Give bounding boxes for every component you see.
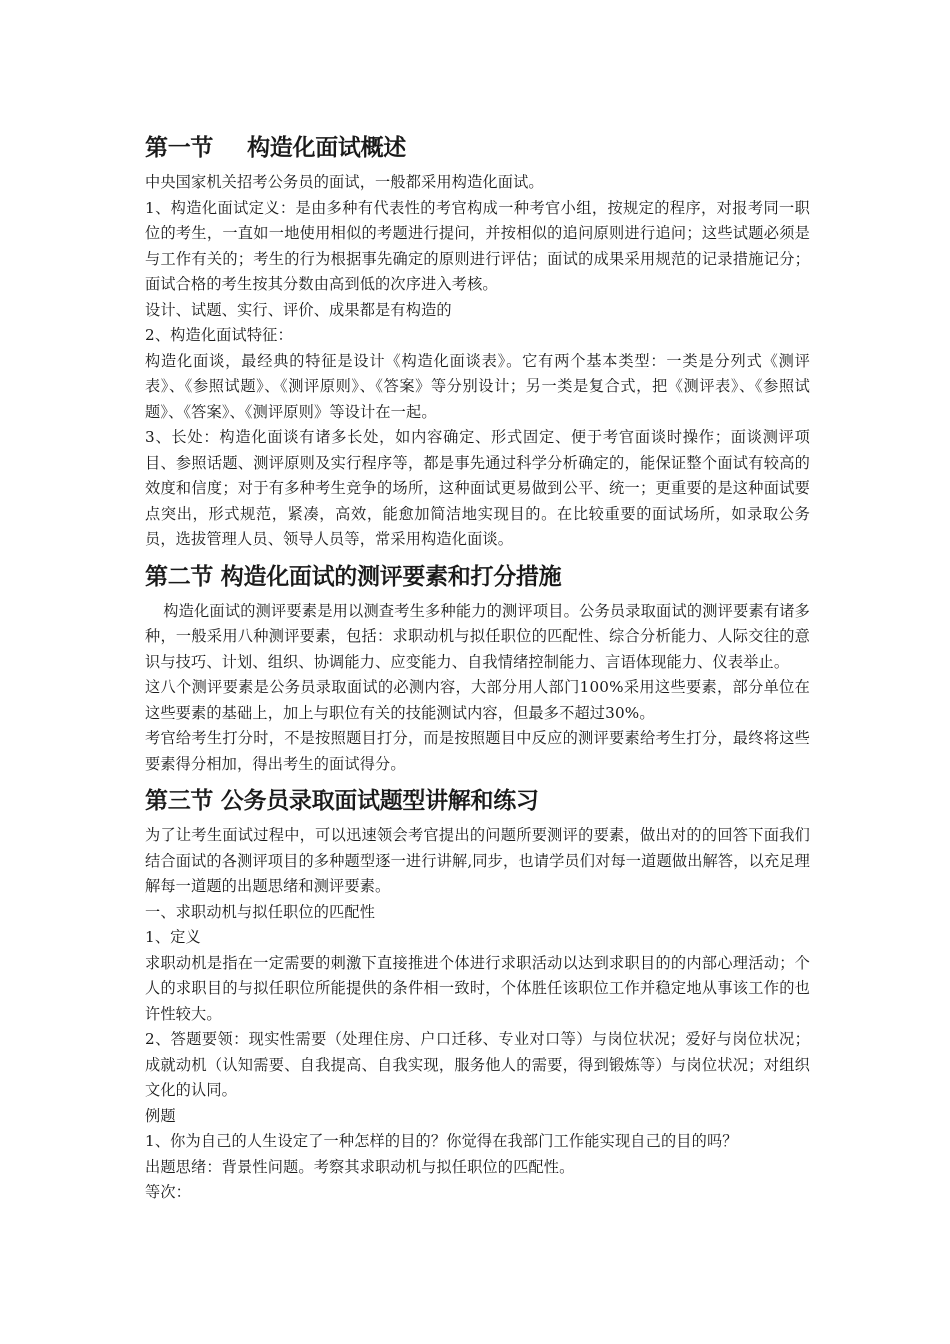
section3-paragraph-answer-points: 2、答题要领：现实性需要（处理住房、户口迁移、专业对口等）与岗位状况；爱好与岗位状况；成就动机（认知需要、自我提高、自我实现，服务他人的需要，得到锻炼等）与岗位状况；对组织文化的认同。 — [145, 1030, 810, 1099]
section2-paragraph-scoring: 考官给考生打分时，不是按照题目打分，而是按照题目中反应的测评要素给考生打分，最终将这些要素得分相加，得出考生的面试得分。 — [145, 729, 810, 773]
section1-paragraph-intro: 中央国家机关招考公务员的面试，一般都采用构造化面试。 — [145, 173, 544, 191]
section1-paragraph-features-title: 2、构造化面试特征： — [145, 326, 293, 344]
section3-paragraph-definition: 求职动机是指在一定需要的刺激下直接推进个体进行求职活动以达到求职目的的内部心理活动；个人的求职目的与拟任职位所能提供的条件相一致时，个体胜任该职位工作并稳定地从事该工作的也许性较大。 — [145, 953, 810, 1023]
section1-paragraph-definition: 1、构造化面试定义：是由多种有代表性的考官构成一种考官小组，按规定的程序，对报考同一职位的考生，一直如一地使用相似的考题进行提问，并按相似的追问原则进行追问；这些试题必须是与工作有关的；考生的行为根据事先确定的原则进行评估；面试的成果采用规范的记录措施记分；面试合格的考生按其分数由高到低的次序进入考核。 — [145, 198, 810, 293]
document-page — [145, 130, 810, 1206]
section2-paragraph-required: 这八个测评要素是公务员录取面试的必测内容，大部分用人部门100%采用这些要素，部分单位在这些要素的基础上，加上与职位有关的技能测试内容，但最多不超过30%。 — [145, 678, 810, 722]
section1-heading-title: 构造化面试概述 — [247, 135, 407, 161]
section1-paragraph-structure-note: 设计、试题、实行、评价、成果都是有构造的 — [145, 300, 452, 319]
section3-paragraph-definition-title: 1、定义 — [145, 928, 201, 946]
section3-paragraph-intro: 为了让考生面试过程中，可以迅速领会考官提出的问题所要测评的要素，做出对的的回答下面我们结合面试的各测评项目的多种题型逐一进行讲解,同步，也请学员们对每一道题做出解答，以充足理解每一道题的出题思绪和测评要素。 — [145, 826, 810, 895]
section3-paragraph-item1-title: 一、求职动机与拟任职位的匹配性 — [145, 902, 376, 921]
section2-heading: 第二节 构造化面试的测评要素和打分措施 — [145, 563, 562, 590]
section3-heading: 第三节 公务员录取面试题型讲解和练习 — [145, 788, 539, 814]
section3-paragraph-example-title: 例题 — [145, 1106, 176, 1125]
section1-heading — [145, 130, 810, 166]
section1-paragraph-features: 构造化面谈，最经典的特征是设计《构造化面谈表》。它有两个基本类型：一类是分列式《测评表》、《参照试题》、《测评原则》、《答案》等分别设计；另一类是复合式，把《测评表》、《参照试题》、《答案》、《测评原则》等设计在一起。 — [145, 351, 810, 421]
section1-paragraph-advantages: 3、长处：构造化面谈有诸多长处，如内容确定、形式固定、便于考官面谈时操作；面谈测评项目、参照话题、测评原则及实行程序等，都是事先通过科学分析确定的，能保证整个面试有较高的效度和信度；对于有多种考生竞争的场所，这种面试更易做到公平、统一；更重要的是这种面试要点突出，形式规范，紧凑，高效，能愈加简洁地实现目的。在比较重要的面试场所，如录取公务员，选拔管理人员、领导人员等，常采用构造化面谈。 — [145, 428, 810, 548]
section3-paragraph-example-rationale: 出题思绪：背景性问题。考察其求职动机与拟任职位的匹配性。 — [145, 1157, 575, 1176]
section2-paragraph-elements: 构造化面试的测评要素是用以测查考生多种能力的测评项目。公务员录取面试的测评要素有诸多种，一般采用八种测评要素，包括：求职动机与拟任职位的匹配性、综合分析能力、人际交往的意识与技巧、计划、组织、协调能力、应变能力、自我情绪控制能力、言语体现能力、仪表举止。 — [145, 601, 810, 671]
section3-paragraph-grade-label: 等次： — [145, 1183, 192, 1201]
section1-heading-number: 第一节 — [145, 135, 214, 161]
section3-paragraph-example-question: 1、你为自己的人生设定了一种怎样的目的？你觉得在我部门工作能实现自己的目的吗？ — [145, 1132, 738, 1150]
